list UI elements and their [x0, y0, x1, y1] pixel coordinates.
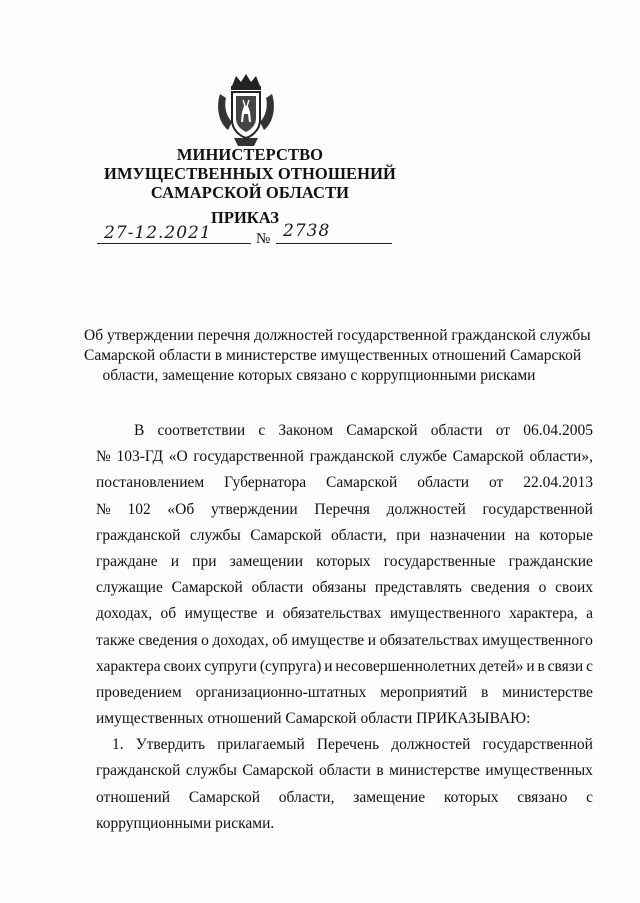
body-line: доходах, об имуществе и обязательствах имущественного характера, а [96, 605, 593, 623]
body-line: гражданской службы Самарской области в министерстве имущественных [96, 762, 593, 780]
title-line: области, замещение которых связано с коррупционными рисками [102, 367, 536, 384]
order-date-handwritten: 27-12.2021 [104, 223, 212, 243]
coat-of-arms-icon [214, 72, 278, 148]
title-line: Самарской области в министерстве имущественных отношений Самарской [84, 347, 582, 364]
body-line: постановлением Губернатора Самарской области от 22.04.2013 [96, 474, 593, 492]
body-line: № 103-ГД «О государственной гражданской службе Самарской области», [96, 448, 593, 466]
body-line: № 102 «Об утверждении Перечня должностей государственной [96, 500, 593, 518]
order-body [96, 418, 593, 837]
body-line: характера своих супруги (супруга) и несовершеннолетних детей» и в связи с [96, 657, 593, 675]
order-title [84, 326, 591, 386]
body-line: отношений Самарской области, замещение которых связано с [96, 788, 593, 806]
number-underline [276, 243, 392, 244]
body-line: проведением организационно-штатных мероприятий в министерстве [96, 683, 593, 701]
org-name-line-3: САМАРСКОЙ ОБЛАСТИ [150, 183, 350, 202]
title-line: Об утверждении перечня должностей государственной гражданской службы [84, 327, 591, 344]
org-name-line-1: МИНИСТЕРСТВО [176, 145, 324, 164]
body-line: граждане и при замещении которых государственные гражданские [96, 552, 593, 570]
order-number-handwritten: 2738 [283, 221, 331, 241]
body-line: 1. Утвердить прилагаемый Перечень должностей государственной [112, 736, 593, 754]
body-line: также сведения о доходах, об имуществе и обязательствах имущественного [96, 631, 593, 649]
org-name-line-2: ИМУЩЕСТВЕННЫХ ОТНОШЕНИЙ [104, 164, 396, 183]
document-type-heading: ПРИКАЗ [211, 208, 279, 227]
body-line: коррупционными рисками. [96, 814, 275, 832]
body-line: имущественных отношений Самарской области ПРИКАЗЫВАЮ: [96, 710, 531, 728]
body-line: служащие Самарской области обязаны представлять сведения о своих [96, 579, 593, 597]
body-line: В соответствии с Законом Самарской области от 06.04.2005 [134, 422, 593, 439]
date-underline [97, 243, 251, 244]
number-label: № [256, 231, 271, 247]
body-line: гражданской службы Самарской области, при назначении на которые [96, 526, 593, 544]
